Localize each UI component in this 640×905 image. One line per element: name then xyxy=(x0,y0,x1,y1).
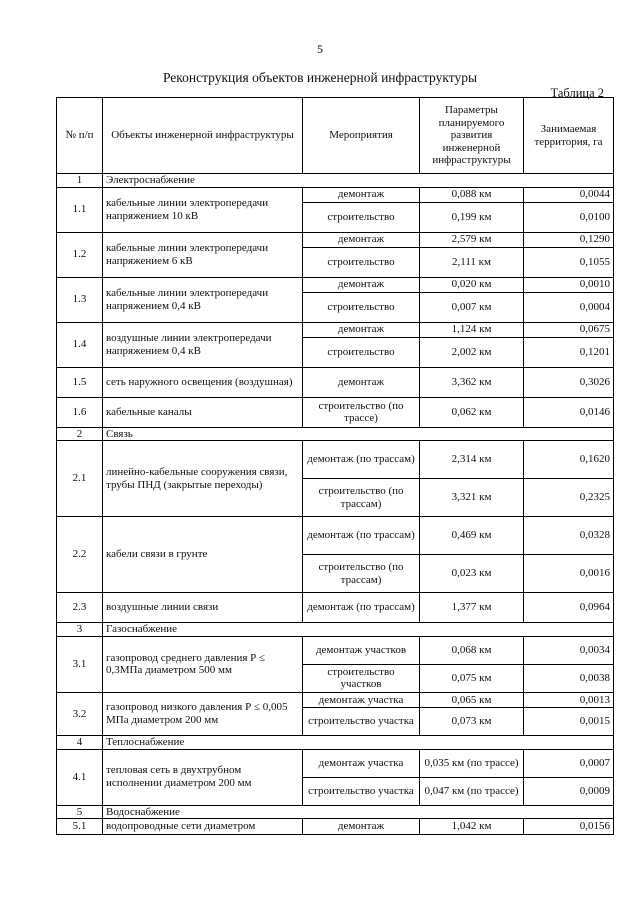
measure-cell: демонтаж xyxy=(303,277,420,292)
measure-cell: строительство (по трассам) xyxy=(303,479,420,517)
parameter-cell: 0,047 км (по трассе) xyxy=(420,777,524,805)
measure-cell: строительство (по трассам) xyxy=(303,555,420,593)
measure-cell: строительство xyxy=(303,292,420,322)
header-num: № п/п xyxy=(57,98,103,174)
area-cell: 0,1201 xyxy=(524,337,614,367)
measure-cell: демонтаж (по трассам) xyxy=(303,441,420,479)
measure-cell: строительство (по трассе) xyxy=(303,397,420,427)
object-name: кабельные линии электропередачи напряжением 10 кВ xyxy=(103,187,303,232)
measure-cell: демонтаж участка xyxy=(303,692,420,707)
parameter-cell: 0,075 км xyxy=(420,664,524,692)
measure-cell: демонтаж участка xyxy=(303,749,420,777)
table-row xyxy=(57,593,614,623)
object-name: кабельные линии электропередачи напряжением 0,4 кВ xyxy=(103,277,303,322)
area-cell: 0,0328 xyxy=(524,517,614,555)
section-row xyxy=(57,735,614,749)
section-row xyxy=(57,174,614,188)
section-number: 4 xyxy=(57,735,103,749)
measure-cell: строительство участков xyxy=(303,664,420,692)
area-cell: 0,2325 xyxy=(524,479,614,517)
parameter-cell: 0,023 км xyxy=(420,555,524,593)
item-number: 1.5 xyxy=(57,367,103,397)
item-number: 2.2 xyxy=(57,517,103,593)
area-cell: 0,0675 xyxy=(524,322,614,337)
table-row xyxy=(57,367,614,397)
object-name: кабельные линии электропередачи напряжением 6 кВ xyxy=(103,232,303,277)
section-row xyxy=(57,623,614,637)
section-name: Электроснабжение xyxy=(103,174,614,188)
parameter-cell: 0,035 км (по трассе) xyxy=(420,749,524,777)
table-row xyxy=(57,322,614,337)
parameter-cell: 1,124 км xyxy=(420,322,524,337)
table-row xyxy=(57,692,614,707)
header-params: Параметры планируемого развития инженерной инфраструктуры xyxy=(420,98,524,174)
area-cell: 0,3026 xyxy=(524,367,614,397)
area-cell: 0,0146 xyxy=(524,397,614,427)
object-name: кабельные каналы xyxy=(103,397,303,427)
area-cell: 0,0100 xyxy=(524,202,614,232)
object-name: газопровод низкого давления Р ≤ 0,005 МПа диаметром 200 мм xyxy=(103,692,303,735)
parameter-cell: 0,065 км xyxy=(420,692,524,707)
page-number: 5 xyxy=(317,42,323,56)
area-cell: 0,0034 xyxy=(524,636,614,664)
measure-cell: демонтаж (по трассам) xyxy=(303,593,420,623)
area-cell: 0,0009 xyxy=(524,777,614,805)
parameter-cell: 0,062 км xyxy=(420,397,524,427)
table-row xyxy=(57,819,614,835)
parameter-cell: 0,199 км xyxy=(420,202,524,232)
item-number: 1.6 xyxy=(57,397,103,427)
table-row xyxy=(57,636,614,664)
measure-cell: строительство xyxy=(303,247,420,277)
section-number: 5 xyxy=(57,805,103,819)
parameter-cell: 1,377 км xyxy=(420,593,524,623)
area-cell: 0,0010 xyxy=(524,277,614,292)
table-body xyxy=(57,174,614,835)
item-number: 1.3 xyxy=(57,277,103,322)
item-number: 1.1 xyxy=(57,187,103,232)
item-number: 1.2 xyxy=(57,232,103,277)
area-cell: 0,1620 xyxy=(524,441,614,479)
object-name: тепловая сеть в двухтрубном исполнении диаметром 200 мм xyxy=(103,749,303,805)
item-number: 1.4 xyxy=(57,322,103,367)
measure-cell: демонтаж xyxy=(303,232,420,247)
section-number: 3 xyxy=(57,623,103,637)
section-name: Связь xyxy=(103,427,614,441)
measure-cell: строительство участка xyxy=(303,707,420,735)
area-cell: 0,1055 xyxy=(524,247,614,277)
item-number: 5.1 xyxy=(57,819,103,835)
measure-cell: демонтаж xyxy=(303,819,420,835)
section-name: Водоснабжение xyxy=(103,805,614,819)
object-name: водопроводные сети диаметром xyxy=(103,819,303,835)
area-cell: 0,0038 xyxy=(524,664,614,692)
measure-cell: демонтаж (по трассам) xyxy=(303,517,420,555)
measure-cell: строительство xyxy=(303,202,420,232)
area-cell: 0,0156 xyxy=(524,819,614,835)
item-number: 3.1 xyxy=(57,636,103,692)
object-name: воздушные линии электропередачи напряжением 0,4 кВ xyxy=(103,322,303,367)
object-name: линейно-кабельные сооружения связи, трубы ПНД (закрытые переходы) xyxy=(103,441,303,517)
area-cell: 0,0015 xyxy=(524,707,614,735)
section-row xyxy=(57,427,614,441)
section-name: Газоснабжение xyxy=(103,623,614,637)
table-row xyxy=(57,277,614,292)
parameter-cell: 2,579 км xyxy=(420,232,524,247)
table-row xyxy=(57,441,614,479)
area-cell: 0,0016 xyxy=(524,555,614,593)
parameter-cell: 1,042 км xyxy=(420,819,524,835)
table-row xyxy=(57,397,614,427)
measure-cell: демонтаж xyxy=(303,367,420,397)
header-objects: Объекты инженерной инфраструктуры xyxy=(103,98,303,174)
item-number: 3.2 xyxy=(57,692,103,735)
parameter-cell: 2,002 км xyxy=(420,337,524,367)
infrastructure-table xyxy=(56,97,614,835)
area-cell: 0,0964 xyxy=(524,593,614,623)
header-measures: Мероприятия xyxy=(303,98,420,174)
table-row xyxy=(57,517,614,555)
parameter-cell: 0,020 км xyxy=(420,277,524,292)
section-number: 2 xyxy=(57,427,103,441)
parameter-cell: 0,088 км xyxy=(420,187,524,202)
measure-cell: строительство xyxy=(303,337,420,367)
measure-cell: демонтаж участков xyxy=(303,636,420,664)
measure-cell: демонтаж xyxy=(303,187,420,202)
section-name: Теплоснабжение xyxy=(103,735,614,749)
item-number: 4.1 xyxy=(57,749,103,805)
area-cell: 0,1290 xyxy=(524,232,614,247)
table-label: Таблица 2 xyxy=(550,86,604,100)
parameter-cell: 0,068 км xyxy=(420,636,524,664)
object-name: газопровод среднего давления Р ≤ 0,3МПа диаметром 500 мм xyxy=(103,636,303,692)
parameter-cell: 0,469 км xyxy=(420,517,524,555)
object-name: воздушные линии связи xyxy=(103,593,303,623)
table-row xyxy=(57,749,614,777)
header-area: Занимаемая территория, га xyxy=(524,98,614,174)
measure-cell: демонтаж xyxy=(303,322,420,337)
parameter-cell: 0,073 км xyxy=(420,707,524,735)
object-name: кабели связи в грунте xyxy=(103,517,303,593)
parameter-cell: 0,007 км xyxy=(420,292,524,322)
table-row xyxy=(57,187,614,202)
document-title: Реконструкция объектов инженерной инфраструктуры xyxy=(162,70,478,85)
table-row xyxy=(57,232,614,247)
parameter-cell: 2,111 км xyxy=(420,247,524,277)
area-cell: 0,0044 xyxy=(524,187,614,202)
parameter-cell: 3,321 км xyxy=(420,479,524,517)
item-number: 2.3 xyxy=(57,593,103,623)
area-cell: 0,0004 xyxy=(524,292,614,322)
section-number: 1 xyxy=(57,174,103,188)
section-row xyxy=(57,805,614,819)
item-number: 2.1 xyxy=(57,441,103,517)
measure-cell: строительство участка xyxy=(303,777,420,805)
parameter-cell: 3,362 км xyxy=(420,367,524,397)
area-cell: 0,0007 xyxy=(524,749,614,777)
area-cell: 0,0013 xyxy=(524,692,614,707)
object-name: сеть наружного освещения (воздушная) xyxy=(103,367,303,397)
table-header-row xyxy=(57,98,614,174)
parameter-cell: 2,314 км xyxy=(420,441,524,479)
